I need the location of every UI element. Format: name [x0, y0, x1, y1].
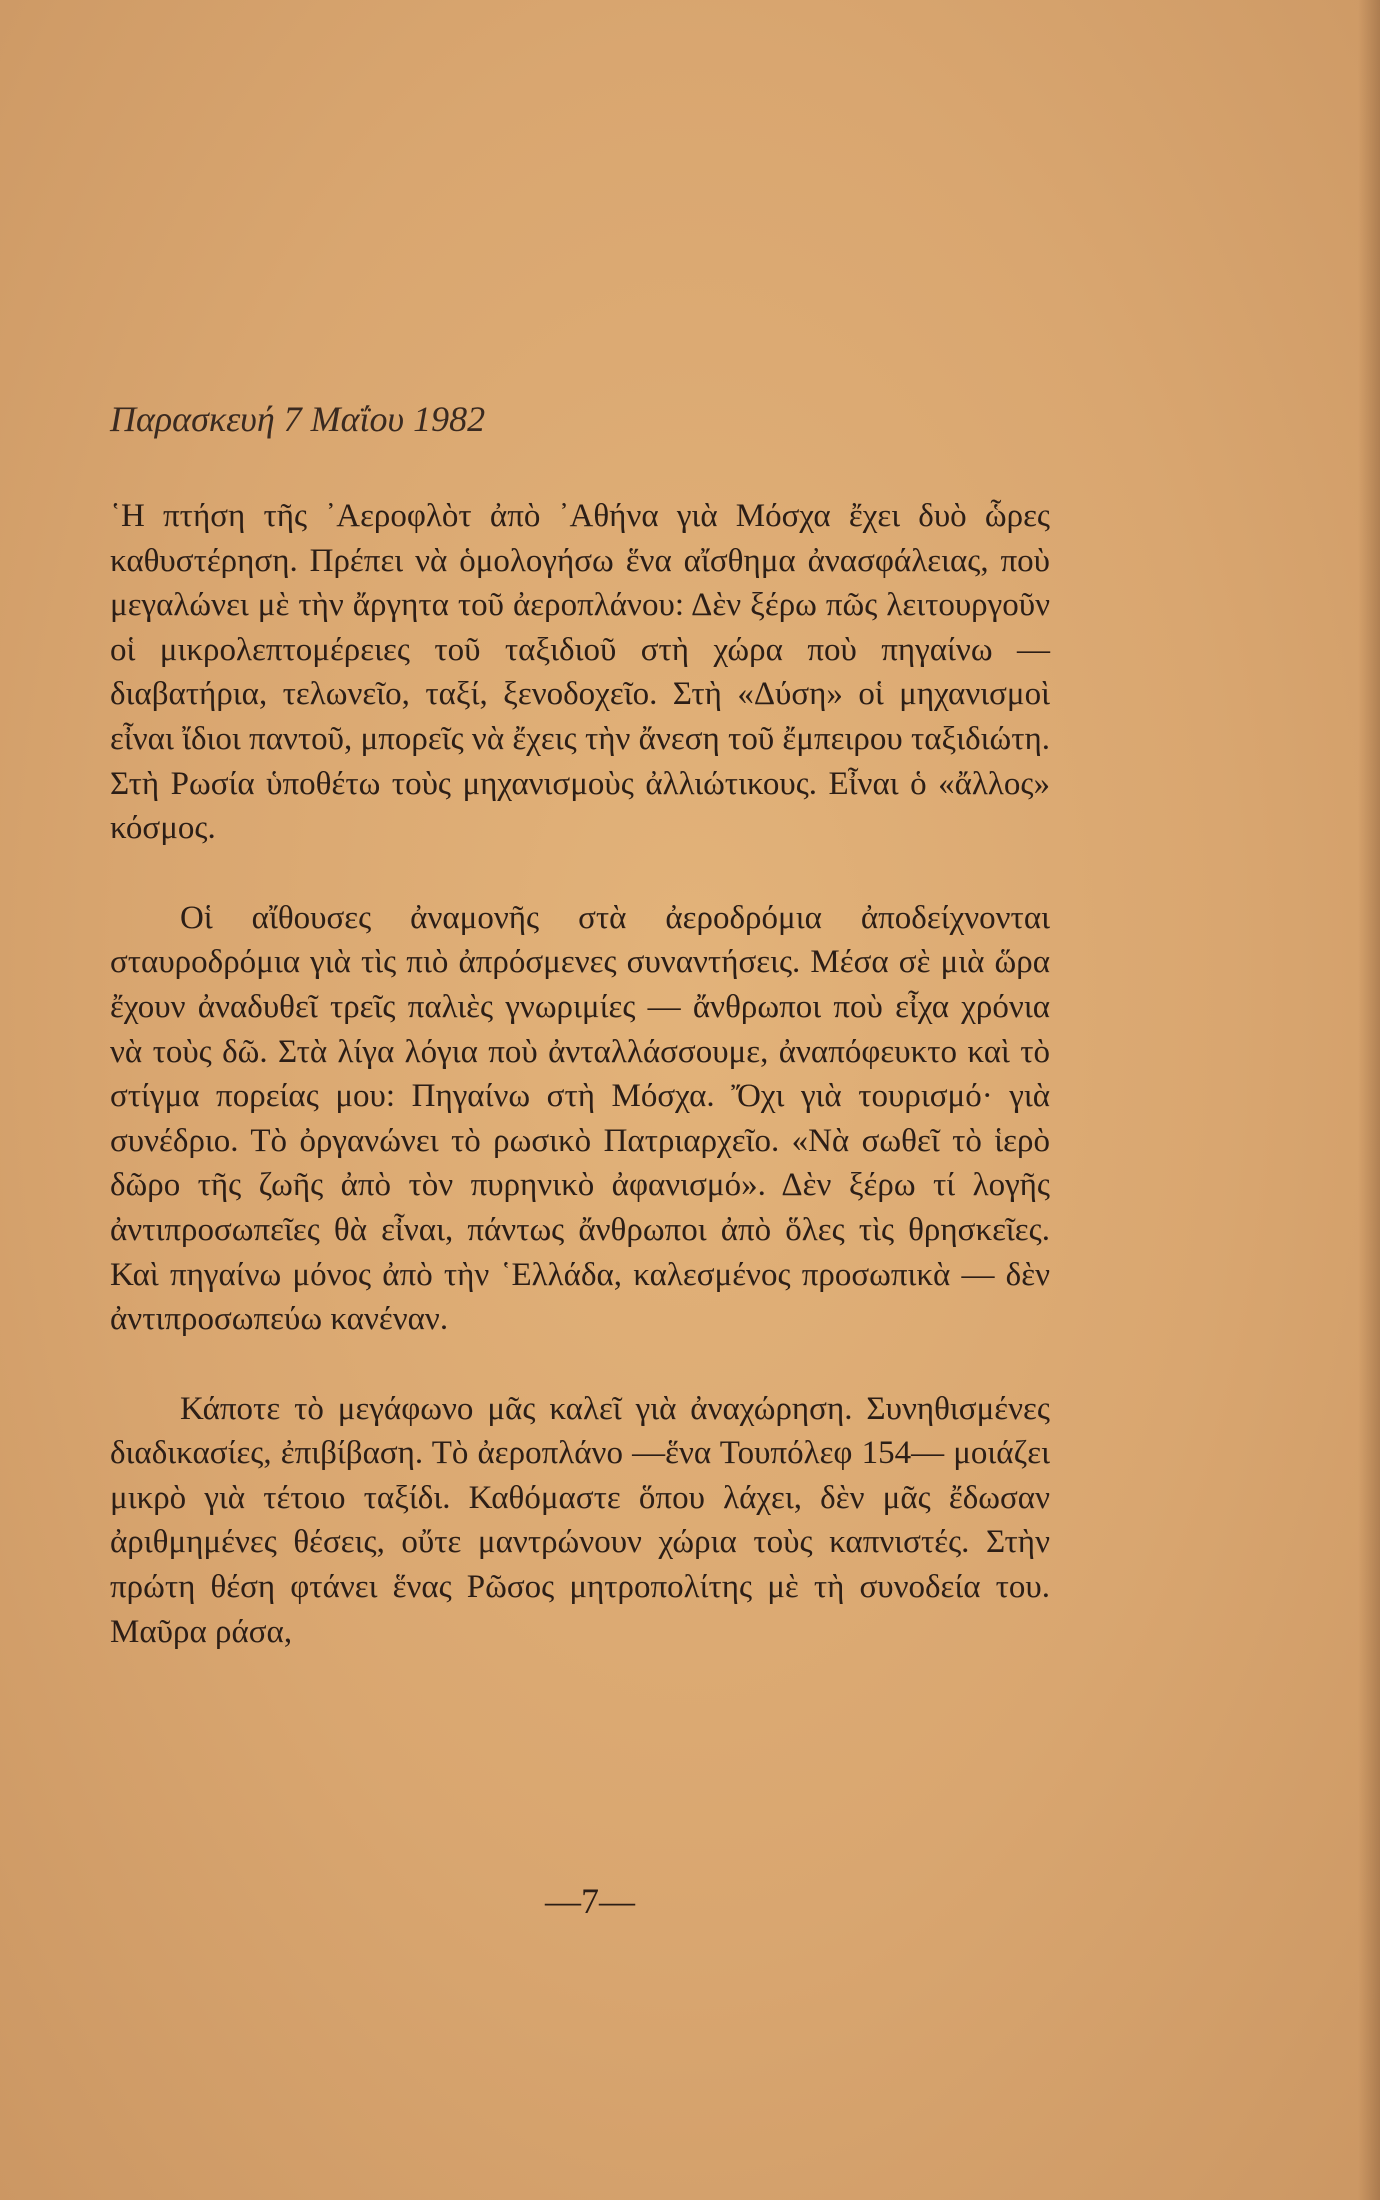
paragraph-1: ῾Η πτήση τῆς ᾿Αεροφλὸτ ἀπὸ ᾿Αθήνα γιὰ Μόσχα ἔχει δυὸ ὧρες καθυστέρηση. Πρέπει νὰ ὁμολογήσω ἕνα αἴσθημα ἀνασφάλειας, ποὺ μεγαλώνει μὲ τὴν ἄργητα τοῦ ἀεροπλάνου: Δὲν ξέρω πῶς λειτουργοῦν οἱ μικρολεπτομέρειες τοῦ ταξιδιοῦ στὴ χώρα ποὺ πηγαίνω — διαβατήρια, τελωνεῖο, ταξί, ξενοδοχεῖο. Στὴ «Δύση» οἱ μηχανισμοὶ εἶναι ἴδιοι παντοῦ, μπορεῖς νὰ ἔχεις τὴν ἄνεση τοῦ ἔμπειρου ταξιδιώτη. Στὴ Ρωσία ὑποθέτω τοὺς μηχανισμοὺς ἀλλιώτικους. Εἶναι ὁ «ἄλλος» κόσμος. [110, 498, 1050, 847]
body-text [110, 494, 1050, 1654]
paragraph-2: Οἱ αἴθουσες ἀναμονῆς στὰ ἀεροδρόμια ἀποδείχνονται σταυροδρόμια γιὰ τὶς πιὸ ἀπρόσμενες συναντήσεις. Μέσα σὲ μιὰ ὥρα ἔχουν ἀναδυθεῖ τρεῖς παλιὲς γνωριμίες — ἄνθρωποι ποὺ εἶχα χρόνια νὰ τοὺς δῶ. Στὰ λίγα λόγια ποὺ ἀνταλλάσσουμε, ἀναπόφευκτο καὶ τὸ στίγμα πορείας μου: Πηγαίνω στὴ Μόσχα. Ὄχι γιὰ τουρισμό· γιὰ συνέδριο. Τὸ ὀργανώνει τὸ ρωσικὸ Πατριαρχεῖο. «Νὰ σωθεῖ τὸ ἱερὸ δῶρο τῆς ζωῆς ἀπὸ τὸν πυρηνικὸ ἀφανισμό». Δὲν ξέρω τί λογῆς ἀντιπροσωπεῖες θὰ εἶναι, πάντως ἄνθρωποι ἀπὸ ὅλες τὶς θρησκεῖες. Καὶ πηγαίνω μόνος ἀπὸ τὴν ῾Ελλάδα, καλεσμένος προσωπικὰ — δὲν ἀντιπροσωπεύω κανέναν. [110, 899, 1050, 1338]
diary-date-heading: Παρασκευή 7 Μαΐου 1982 [110, 399, 486, 439]
paragraph-3: Κάποτε τὸ μεγάφωνο μᾶς καλεῖ γιὰ ἀναχώρηση. Συνηθισμένες διαδικασίες, ἐπιβίβαση. Τὸ ἀεροπλάνο —ἕνα Τουπόλεφ 154— μοιάζει μικρὸ γιὰ τέτοιο ταξίδι. Καθόμαστε ὅπου λάχει, δὲν μᾶς ἔδωσαν ἀριθμημένες θέσεις, οὔτε μαντρώνουν χώρια τοὺς καπνιστές. Στὴν πρώτη θέση φτάνει ἕνας Ρῶσος μητροπολίτης μὲ τὴ συνοδεία του. Μαῦρα ράσα, [110, 1390, 1050, 1650]
page-number: —7— [545, 1881, 635, 1921]
